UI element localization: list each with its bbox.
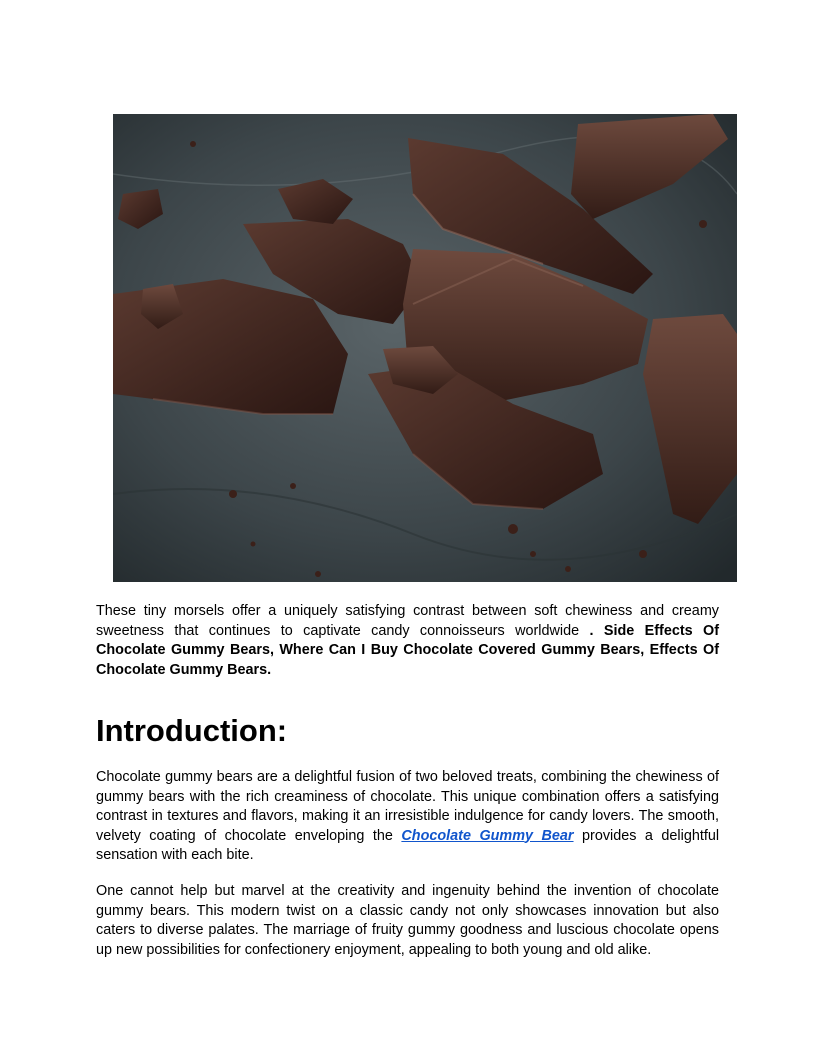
paragraph-three: One cannot help but marvel at the creativity and ingenuity behind the invention of chocolate gummy bears. This modern twist on a classic candy not only showcases innovation but also caters to diverse palates. The marriage of fruity gummy goodness and luscious chocolate opens up new possibilities for confectionery enjoyment, appealing to both young and old alike. xyxy=(96,883,719,958)
paragraph-two-text-before: Chocolate gummy bears are a delightful fusion of two beloved treats, combining the chewiness of gummy bears with the rich creaminess of chocolate. This unique combination offers a satisfying contrast in textures and flavors, making it an irresistible indulgence for candy lovers. The smooth, velvety coating of chocolate enveloping the xyxy=(96,769,719,844)
intro-paragraph xyxy=(96,602,719,680)
paragraph-two-text-after: provides a delightful sensation with each bite. xyxy=(96,827,720,863)
intro-keywords: . Side Effects Of Chocolate Gummy Bears, Where Can I Buy Chocolate Covered Gummy Bears, Effects Of Chocolate Gummy Bears. xyxy=(96,622,720,678)
chocolate-photo xyxy=(113,114,737,582)
chocolate-gummy-bear-link[interactable]: Chocolate Gummy Bear xyxy=(401,827,574,844)
intro-text: These tiny morsels offer a uniquely satisfying contrast between soft chewiness and creamy sweetness that continues to captivate candy connoisseurs worldwide xyxy=(96,603,719,639)
hero-image xyxy=(113,114,737,582)
section-heading: Introduction: xyxy=(96,713,288,748)
paragraph-two xyxy=(96,768,719,866)
